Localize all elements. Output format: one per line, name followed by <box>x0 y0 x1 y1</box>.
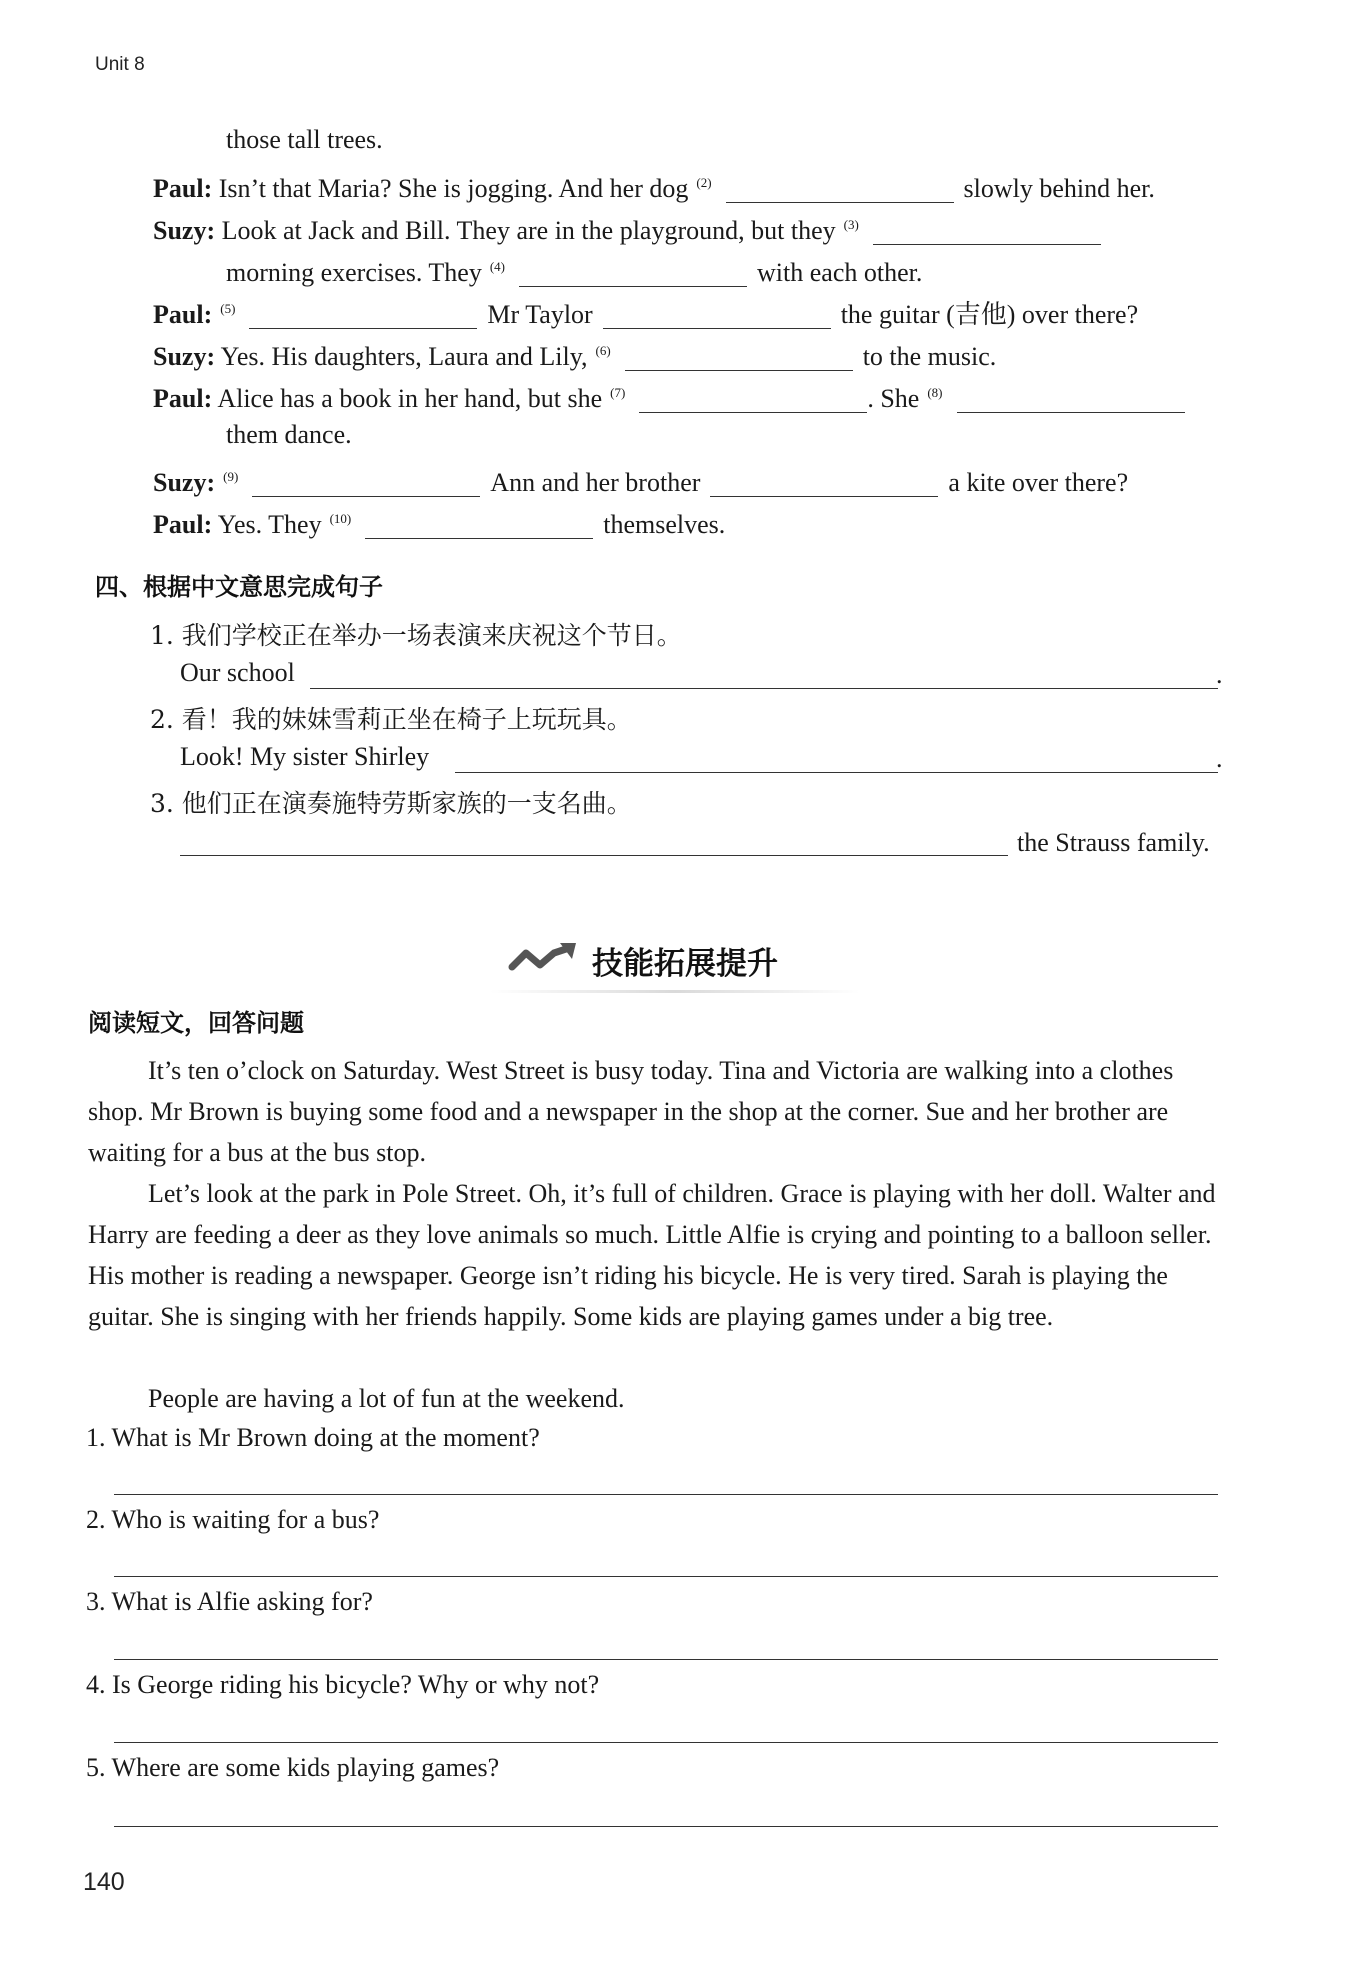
dialogue-line <box>153 163 1155 203</box>
speaker-name: Suzy: <box>153 468 216 497</box>
dialogue-text: themselves. <box>603 510 726 539</box>
answer-blank[interactable] <box>710 470 938 497</box>
reading-heading: 阅读短文，回答问题 <box>88 1009 304 1037</box>
sentence-lead: Look! My sister Shirley <box>180 742 430 771</box>
blank-number: (3) <box>843 217 859 232</box>
dialogue-text: those tall trees. <box>226 125 383 154</box>
answer-line[interactable] <box>114 1494 1218 1495</box>
answer-blank[interactable] <box>249 302 477 329</box>
sentence-tail: the Strauss family. <box>1017 828 1210 857</box>
speaker-name: Paul: <box>153 300 213 329</box>
speaker-name: Suzy: <box>153 342 216 371</box>
answer-blank[interactable] <box>957 386 1185 413</box>
section-heading: 四、根据中文意思完成句子 <box>95 573 383 601</box>
page-number: 140 <box>83 1868 125 1896</box>
dialogue-text: morning exercises. They <box>226 258 482 287</box>
dialogue-text: the guitar (吉他) over there? <box>840 300 1139 329</box>
answer-line[interactable] <box>455 772 1218 773</box>
speaker-name: Suzy: <box>153 216 216 245</box>
dialogue-text: to the music. <box>862 342 997 371</box>
answer-blank[interactable] <box>603 302 831 329</box>
question: 4. Is George riding his bicycle? Why or why not? <box>86 1670 600 1699</box>
dialogue-text: a kite over there? <box>948 468 1129 497</box>
answer-blank[interactable] <box>252 470 480 497</box>
dialogue-text: Mr Taylor <box>487 300 593 329</box>
dialogue-line <box>153 499 725 539</box>
blank-number: (7) <box>610 385 626 400</box>
answer-line[interactable] <box>310 688 1218 689</box>
answer-line[interactable] <box>114 1742 1218 1743</box>
speaker-name: Paul: <box>153 174 213 203</box>
dialogue-line <box>226 120 383 160</box>
dialogue-text: them dance. <box>226 420 352 449</box>
dialogue-line <box>226 415 352 455</box>
answer-blank[interactable] <box>873 218 1101 245</box>
dialogue-text: slowly behind her. <box>963 174 1155 203</box>
answer-line[interactable] <box>114 1659 1218 1660</box>
dialogue-text: Isn’t that Maria? She is jogging. And her dog <box>218 174 689 203</box>
answer-blank[interactable] <box>639 386 867 413</box>
unit-label: Unit 8 <box>95 54 145 75</box>
passage-paragraph: It’s ten o’clock on Saturday. West Street is busy today. Tina and Victoria are walking into a clothes shop. Mr Brown is buying some food and a newspaper in the shop at the corner. Sue and her brother are waiting for a bus at the bus stop. <box>88 1056 1174 1167</box>
blank-number: (8) <box>927 385 943 400</box>
section-title: 技能拓展提升 <box>592 945 778 982</box>
sentence-lead: Our school <box>180 658 295 687</box>
question: 2. Who is waiting for a bus? <box>86 1505 380 1534</box>
dialogue-text: Yes. His daughters, Laura and Lily, <box>220 342 588 371</box>
banner-underline <box>490 990 860 993</box>
blank-number: (4) <box>489 259 506 274</box>
speaker-name: Paul: <box>153 510 213 539</box>
passage-paragraph: People are having a lot of fun at the weekend. <box>148 1384 625 1413</box>
dialogue-line <box>153 457 1128 497</box>
dialogue-text: with each other. <box>757 258 923 287</box>
dialogue-text: . She <box>867 384 920 413</box>
dialogue-line <box>153 289 1138 329</box>
blank-number: (10) <box>329 511 352 526</box>
dialogue-text: Yes. They <box>217 510 322 539</box>
dialogue-line <box>153 331 996 371</box>
question: 3. What is Alfie asking for? <box>86 1587 373 1616</box>
dialogue-line <box>153 373 1195 413</box>
answer-blank[interactable] <box>365 512 593 539</box>
chinese-sentence: 1. 我们学校正在举办一场表演来庆祝这个节日。 <box>150 621 682 650</box>
dialogue-text: Look at Jack and Bill. They are in the playground, but they <box>221 216 836 245</box>
answer-line[interactable] <box>180 855 1008 856</box>
question: 5. Where are some kids playing games? <box>86 1753 500 1782</box>
chinese-sentence: 3. 他们正在演奏施特劳斯家族的一支名曲。 <box>150 789 632 818</box>
speaker-name: Paul: <box>153 384 213 413</box>
chinese-sentence: 2. 看！我的妹妹雪莉正坐在椅子上玩玩具。 <box>150 705 632 734</box>
blank-number: (5) <box>220 301 236 316</box>
dialogue-line <box>153 205 1111 245</box>
dialogue-line <box>226 247 922 287</box>
dialogue-text: Ann and her brother <box>490 468 701 497</box>
blank-number: (6) <box>595 343 611 358</box>
sentence-end: . <box>1216 660 1223 689</box>
answer-blank[interactable] <box>519 260 747 287</box>
answer-line[interactable] <box>114 1826 1218 1827</box>
dialogue-text: Alice has a book in her hand, but she <box>217 384 603 413</box>
trend-up-icon <box>508 941 578 980</box>
blank-number: (2) <box>696 175 712 190</box>
question: 1. What is Mr Brown doing at the moment? <box>86 1423 540 1452</box>
blank-number: (9) <box>223 469 239 484</box>
passage-paragraph: Let’s look at the park in Pole Street. Oh, it’s full of children. Grace is playing with her doll. Walter and Harry are feeding a deer as they love animals so much. Little Alfie is crying and pointing to a balloon seller. His mother is reading a newspaper. George isn’t riding his bicycle. He is very tired. Sarah is playing the guitar. She is singing with her friends happily. Some kids are playing games under a big tree. <box>88 1179 1216 1331</box>
sentence-end: . <box>1216 744 1223 773</box>
skills-banner <box>508 935 778 985</box>
answer-blank[interactable] <box>726 176 954 203</box>
answer-line[interactable] <box>114 1576 1218 1577</box>
answer-blank[interactable] <box>625 344 853 371</box>
